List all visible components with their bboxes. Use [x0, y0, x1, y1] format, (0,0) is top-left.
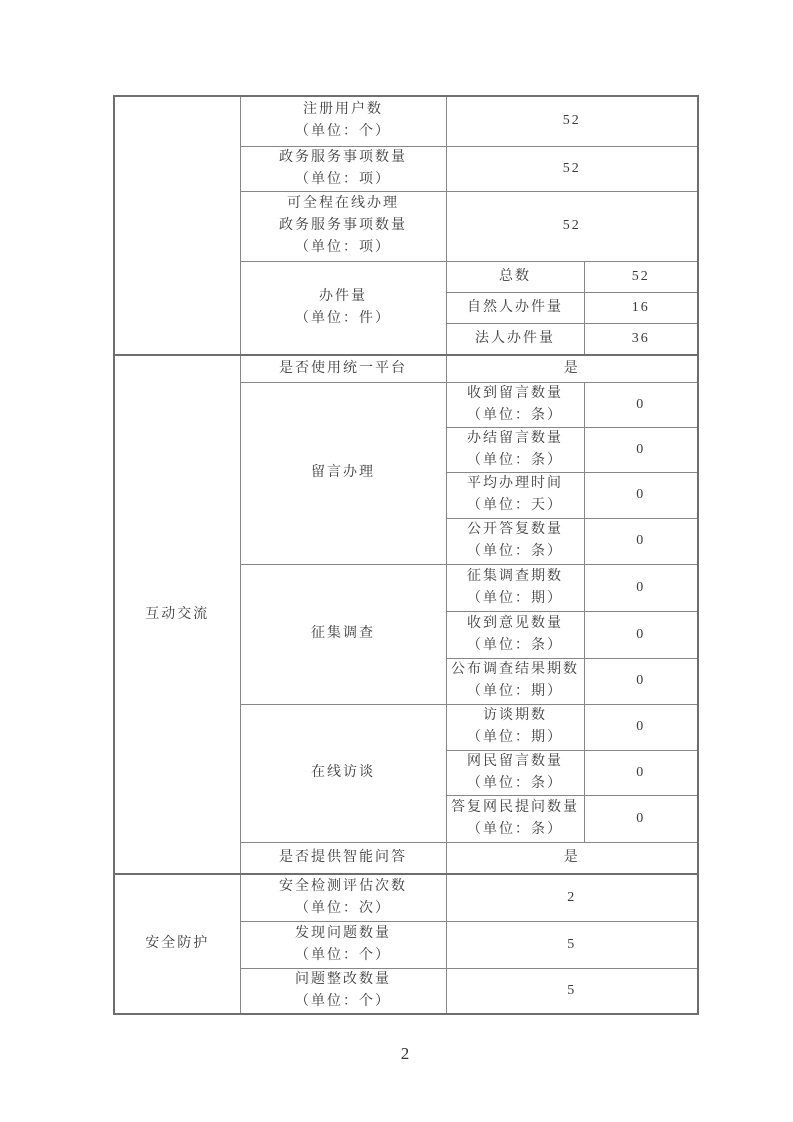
text-line: （单位：期）	[467, 730, 563, 745]
text-line: 征集调查期数	[467, 568, 563, 584]
value-cell: 5	[446, 968, 698, 1014]
value-cell: 0	[584, 564, 698, 611]
text-line: 发现问题数量	[295, 925, 391, 941]
text-line: 注册用户数	[303, 102, 383, 118]
text-line: （单位：个）	[295, 993, 391, 1009]
text-line: 办结留言数量	[467, 430, 563, 446]
text-line: 办件量	[319, 288, 367, 304]
value-cell: 0	[584, 750, 698, 795]
text-line: 答复网民提问数量	[451, 799, 579, 815]
value-cell: 0	[584, 382, 698, 427]
text-line: （单位：条）	[467, 544, 563, 559]
text-line: （单位：期）	[467, 684, 563, 699]
subitem-cell	[446, 658, 584, 704]
text-line: （单位：条）	[467, 637, 563, 653]
section-cell: 互动交流	[114, 355, 240, 874]
value-cell: 2	[446, 874, 698, 921]
value-cell: 是	[446, 355, 698, 382]
text-line: 网民留言数量	[467, 753, 563, 769]
text-line: （单位：件）	[295, 310, 391, 326]
item-cell	[240, 874, 446, 921]
subitem-cell	[446, 564, 584, 611]
subitem-cell	[446, 795, 584, 842]
item-cell: 在线访谈	[240, 704, 446, 842]
value-cell: 0	[584, 795, 698, 842]
value-cell: 0	[584, 658, 698, 704]
subitem-cell	[446, 750, 584, 795]
text-line: 收到留言数量	[467, 385, 563, 401]
value-cell: 5	[446, 921, 698, 968]
subitem-cell	[446, 704, 584, 750]
subitem-cell	[446, 611, 584, 658]
item-cell	[240, 968, 446, 1014]
item-cell: 征集调查	[240, 564, 446, 704]
item-cell	[240, 191, 446, 261]
text-line: （单位：天）	[467, 498, 563, 513]
value-cell: 52	[584, 261, 698, 292]
text-line: （单位：项）	[295, 171, 391, 187]
text-line: （单位：条）	[467, 775, 563, 791]
item-cell: 是否使用统一平台	[240, 355, 446, 382]
subitem-cell	[446, 427, 584, 472]
value-cell: 16	[584, 292, 698, 323]
report-table	[113, 95, 699, 1015]
text-line: （单位：条）	[467, 452, 563, 468]
value-cell: 0	[584, 427, 698, 472]
text-line: 访谈期数	[483, 708, 547, 723]
text-line: 平均办理时间	[467, 476, 563, 491]
text-line: 政务服务事项数量	[279, 149, 407, 165]
text-line: 公布调查结果期数	[451, 662, 579, 677]
page-number: 2	[400, 1044, 410, 1063]
section-cell	[114, 96, 240, 355]
item-cell	[240, 261, 446, 355]
item-cell: 是否提供智能问答	[240, 842, 446, 874]
subitem-cell: 法人办件量	[446, 323, 584, 355]
text-line: （单位：条）	[467, 821, 563, 837]
text-line: 问题整改数量	[295, 971, 391, 987]
value-cell: 0	[584, 472, 698, 518]
value-cell: 0	[584, 518, 698, 564]
text-line: 安全检测评估次数	[279, 878, 407, 894]
value-cell: 52	[446, 96, 698, 146]
subitem-cell: 自然人办件量	[446, 292, 584, 323]
text-line: 收到意见数量	[467, 615, 563, 631]
text-line: 政务服务事项数量	[279, 218, 407, 233]
text-line: （单位：次）	[295, 900, 391, 916]
subitem-cell	[446, 472, 584, 518]
section-cell: 安全防护	[114, 874, 240, 1014]
text-line: （单位：项）	[295, 240, 391, 255]
value-cell: 52	[446, 191, 698, 261]
value-cell: 是	[446, 842, 698, 874]
value-cell: 36	[584, 323, 698, 355]
text-line: （单位：个）	[295, 124, 391, 140]
text-line: （单位：个）	[295, 947, 391, 963]
value-cell: 52	[446, 146, 698, 191]
value-cell: 0	[584, 704, 698, 750]
text-line: 公开答复数量	[467, 522, 563, 537]
text-line: （单位：条）	[467, 407, 563, 423]
subitem-cell	[446, 382, 584, 427]
item-cell	[240, 96, 446, 146]
item-cell: 留言办理	[240, 382, 446, 564]
text-line: （单位：期）	[467, 590, 563, 606]
subitem-cell: 总数	[446, 261, 584, 292]
value-cell: 0	[584, 611, 698, 658]
text-line: 可全程在线办理	[287, 196, 399, 211]
item-cell	[240, 921, 446, 968]
subitem-cell	[446, 518, 584, 564]
item-cell	[240, 146, 446, 191]
